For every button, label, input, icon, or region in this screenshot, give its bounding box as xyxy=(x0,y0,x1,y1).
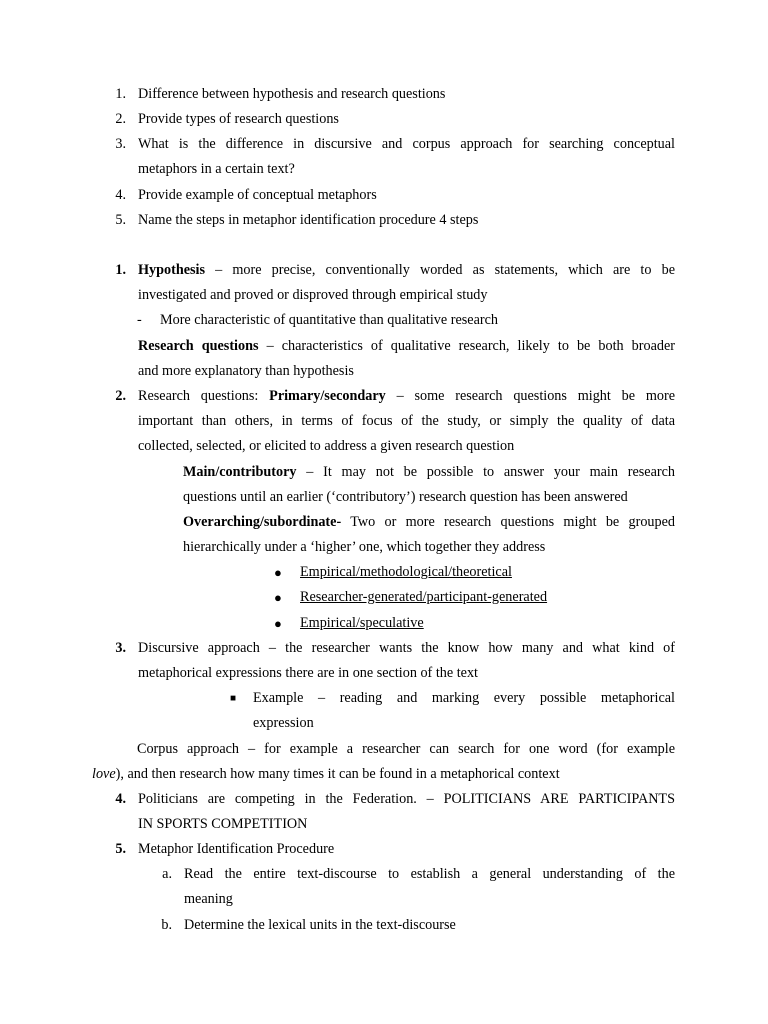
sub-text: questions until an earlier (‘contributory’) research question has been answered xyxy=(183,489,628,505)
question-text: Provide types of research questions xyxy=(138,111,339,127)
question-text: Provide example of conceptual metaphors xyxy=(138,187,377,203)
answer-continued xyxy=(0,812,768,837)
answer-text: important than others, in terms of focus of the study, or simply the quality of data xyxy=(138,413,675,429)
answer-paragraph xyxy=(0,334,768,359)
bullet-text: Researcher-generated/participant-generated xyxy=(300,589,548,605)
question-item-continued xyxy=(0,157,768,182)
answer-item xyxy=(0,384,768,409)
question-number: 5. xyxy=(115,212,126,228)
question-item xyxy=(0,183,768,208)
answer-continued xyxy=(0,409,768,434)
square-bullet-item xyxy=(0,686,768,711)
term-primary-secondary: Primary/secondary xyxy=(269,388,386,404)
answer-number: 3. xyxy=(115,640,126,656)
question-item xyxy=(0,132,768,157)
answer-continued xyxy=(0,661,768,686)
answer-text: collected, selected, or elicited to address a given research question xyxy=(138,438,515,454)
answer-item xyxy=(0,837,768,862)
sub-text: Main/contributory – It may not be possible to answer your main research xyxy=(183,464,675,480)
step-letter: a. xyxy=(162,866,172,882)
question-item xyxy=(0,208,768,233)
answer-text: investigated and proved or disproved through empirical study xyxy=(138,287,488,303)
sub-text: hierarchically under a ‘higher’ one, which together they address xyxy=(183,539,546,555)
answer-item xyxy=(0,787,768,812)
answer-continued xyxy=(0,434,768,459)
answer-text: IN SPORTS COMPETITION xyxy=(138,816,308,832)
answer-text: Research questions – characteristics of qualitative research, likely to be both broader xyxy=(138,338,675,354)
square-bullet-icon: ■ xyxy=(230,693,237,704)
bullet-icon: ● xyxy=(274,565,282,580)
answer-text: Discursive approach – the researcher wants the know how many and what kind of xyxy=(138,640,675,656)
bullet-icon: ● xyxy=(274,616,282,631)
dash-item xyxy=(0,308,768,333)
square-bullet-continued xyxy=(0,711,768,736)
answer-number: 1. xyxy=(115,262,126,278)
answer-text: Metaphor Identification Procedure xyxy=(138,841,335,857)
answer-continued xyxy=(0,359,768,384)
question-item xyxy=(0,82,768,107)
italic-word-love: love xyxy=(92,766,116,782)
question-text: What is the difference in discursive and corpus approach for searching conceptual xyxy=(138,136,675,152)
question-text: Difference between hypothesis and research questions xyxy=(138,86,446,102)
bullet-item xyxy=(0,560,768,585)
bullet-item xyxy=(0,585,768,610)
sub-continued xyxy=(0,535,768,560)
answer-number: 4. xyxy=(115,791,126,807)
answer-item xyxy=(0,636,768,661)
answer-text: and more explanatory than hypothesis xyxy=(138,363,354,379)
term-overarching-subordinate: Overarching/subordinate- xyxy=(183,514,342,530)
dash-marker: - xyxy=(137,312,142,328)
step-text: Determine the lexical units in the text-discourse xyxy=(184,917,456,933)
question-text: metaphors in a certain text? xyxy=(138,161,295,177)
answer-item xyxy=(0,258,768,283)
step-continued xyxy=(0,887,768,912)
sub-paragraph xyxy=(0,510,768,535)
answer-continued xyxy=(0,283,768,308)
answer-text: metaphorical expressions there are in one section of the text xyxy=(138,665,478,681)
corpus-paragraph xyxy=(0,737,768,762)
question-number: 1. xyxy=(115,86,126,102)
step-letter: b. xyxy=(161,917,172,933)
step-text: Read the entire text-discourse to establish a general understanding of the xyxy=(184,866,675,882)
answer-number: 2. xyxy=(115,388,126,404)
sub-continued xyxy=(0,485,768,510)
bullet-item xyxy=(0,611,768,636)
corpus-text: Corpus approach – for example a researcher can search for one word (for example xyxy=(137,741,675,757)
term-research-questions: Research questions xyxy=(138,338,259,354)
corpus-continued xyxy=(0,762,768,787)
answer-text: Hypothesis – more precise, conventionally worded as statements, which are to be xyxy=(138,262,675,278)
answer-text: Politicians are competing in the Federation. – POLITICIANS ARE PARTICIPANTS xyxy=(138,791,675,807)
answer-number: 5. xyxy=(115,841,126,857)
sub-paragraph xyxy=(0,460,768,485)
question-item xyxy=(0,107,768,132)
term-main-contributory: Main/contributory xyxy=(183,464,297,480)
answer-text: Research questions: Primary/secondary – some research questions might be more xyxy=(138,388,675,404)
example-text: expression xyxy=(253,715,314,731)
question-number: 2. xyxy=(115,111,126,127)
sub-text: Overarching/subordinate- Two or more research questions might be grouped xyxy=(183,514,675,530)
step-item xyxy=(0,862,768,887)
question-number: 4. xyxy=(115,187,126,203)
term-hypothesis: Hypothesis xyxy=(138,262,206,278)
example-text: Example – reading and marking every possible metaphorical xyxy=(253,690,675,706)
question-text: Name the steps in metaphor identification procedure 4 steps xyxy=(138,212,479,228)
step-item xyxy=(0,913,768,938)
bullet-text: Empirical/methodological/theoretical xyxy=(300,564,512,580)
question-number: 3. xyxy=(115,136,126,152)
bullet-icon: ● xyxy=(274,590,282,605)
step-text: meaning xyxy=(184,891,233,907)
corpus-text: love), and then research how many times it can be found in a metaphorical context xyxy=(92,766,560,782)
dash-text: More characteristic of quantitative than qualitative research xyxy=(160,312,498,328)
bullet-text: Empirical/speculative xyxy=(300,615,424,631)
